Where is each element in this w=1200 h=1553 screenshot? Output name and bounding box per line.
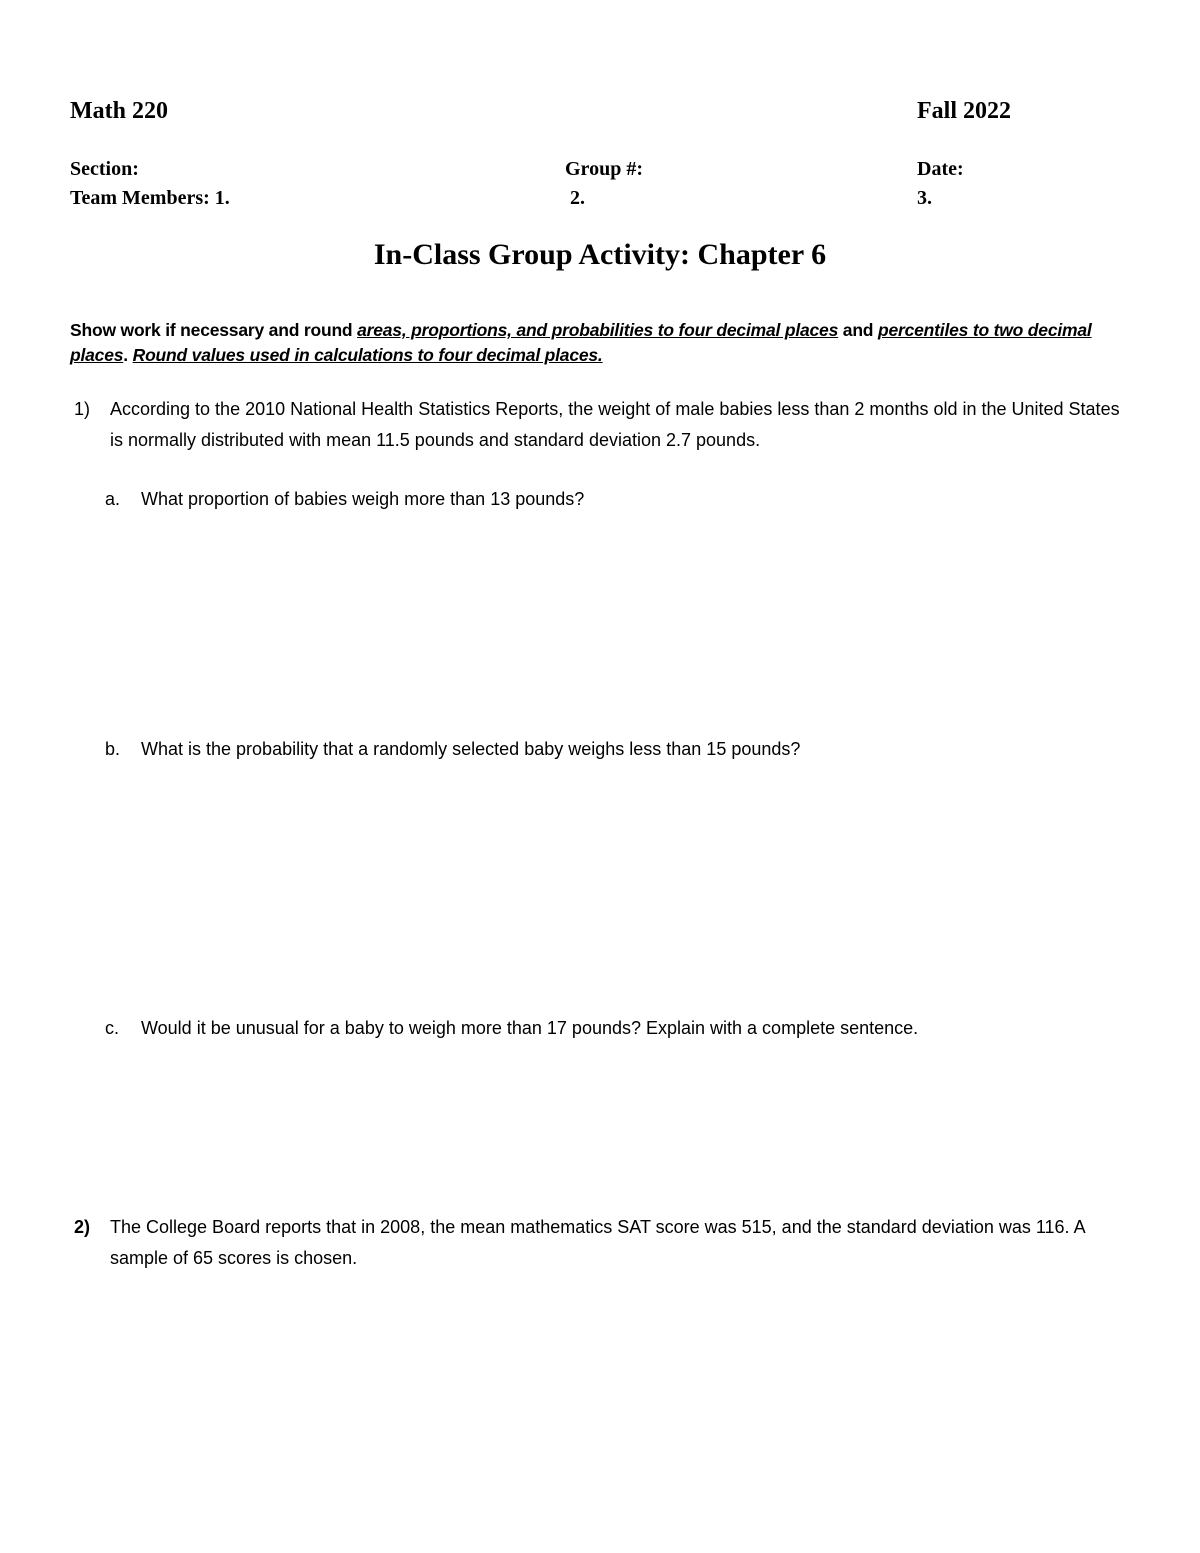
instructions-text: Show work if necessary and round: [70, 320, 358, 340]
section-label: Section:: [70, 158, 139, 180]
instructions-rounding-calculations: Round values used in calculations to four decimal places.: [132, 345, 603, 365]
instructions-rounding-percentiles: percentiles to two decimal places: [70, 320, 1092, 365]
instructions: [70, 318, 1130, 368]
question-1b-text: What is the probability that a randomly selected baby weighs less than 15 pounds?: [141, 739, 801, 759]
question-1a-label: a.: [105, 489, 121, 509]
instructions-text: and: [838, 320, 878, 340]
team-member-2: 2.: [570, 187, 585, 209]
team-members-label: Team Members: 1.: [70, 187, 230, 209]
term: Fall 2022: [917, 98, 1011, 124]
question-2-text: The College Board reports that in 2008, the mean mathematics SAT score was 515, and the standard deviation was 116. A sample of 65 scores is chosen.: [110, 1217, 1085, 1268]
instructions-text: .: [123, 345, 133, 365]
course-name: Math 220: [70, 98, 168, 124]
instructions-rounding-probabilities: areas, proportions, and probabilities to four decimal places: [357, 320, 839, 340]
date-label: Date:: [917, 158, 964, 180]
question-2-number: 2): [74, 1217, 91, 1237]
page-title: In-Class Group Activity: Chapter 6: [373, 238, 827, 271]
question-1c-label: c.: [105, 1018, 120, 1038]
question-1a-text: What proportion of babies weigh more than 13 pounds?: [141, 489, 585, 509]
question-1-text: According to the 2010 National Health Statistics Reports, the weight of male babies less than 2 months old in the United States is normally distributed with mean 11.5 pounds and standard deviation 2.7 pounds.: [110, 399, 1120, 450]
group-label: Group #:: [565, 158, 643, 180]
question-1b-label: b.: [105, 739, 121, 759]
team-member-3: 3.: [917, 187, 932, 209]
question-1c-text: Would it be unusual for a baby to weigh more than 17 pounds? Explain with a complete sentence.: [141, 1018, 919, 1038]
question-1-number: 1): [74, 399, 91, 419]
